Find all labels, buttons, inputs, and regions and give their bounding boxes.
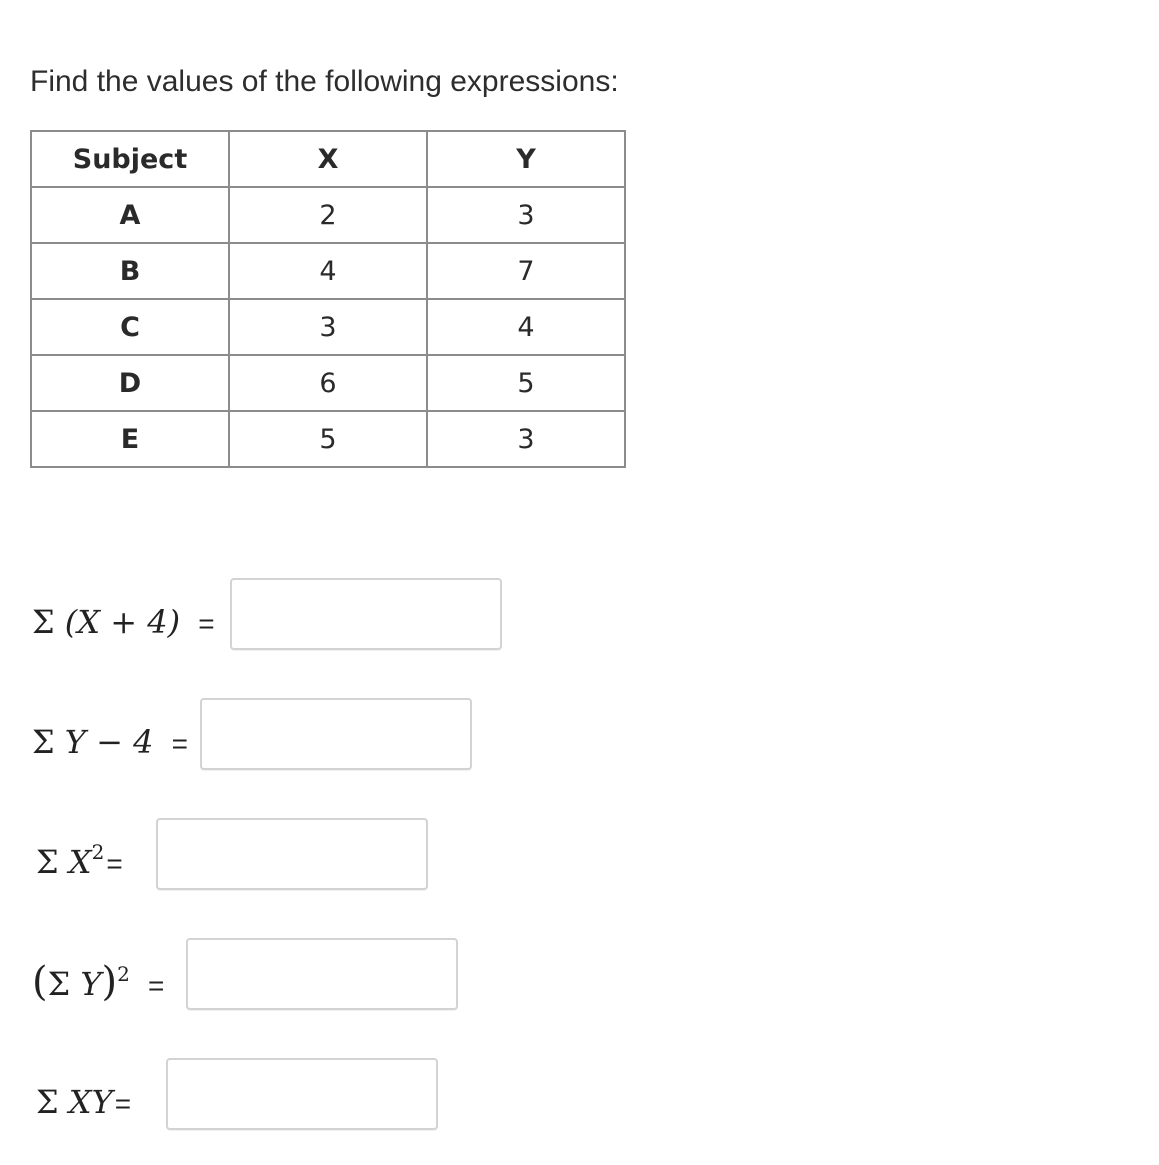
cell-x: 5 — [229, 411, 427, 467]
cell-subject: D — [31, 355, 229, 411]
table-row — [31, 355, 625, 411]
data-table — [30, 130, 626, 468]
cell-y: 3 — [427, 411, 625, 467]
cell-x: 4 — [229, 243, 427, 299]
close-paren: ) — [101, 959, 118, 1005]
expression-sum-y-minus-4 — [32, 722, 188, 764]
equals-sign: = — [114, 1088, 132, 1119]
expression-body: X — [68, 843, 92, 881]
sigma-symbol: Σ — [47, 965, 71, 1003]
table-header-row — [31, 131, 625, 187]
equals-sign: = — [148, 970, 165, 1001]
answer-input-sum-x-squared[interactable] — [156, 818, 428, 890]
exponent: 2 — [91, 840, 105, 864]
cell-x: 3 — [229, 299, 427, 355]
cell-subject: B — [31, 243, 229, 299]
open-paren: ( — [32, 959, 48, 1005]
cell-y: 7 — [427, 243, 625, 299]
header-subject: Subject — [31, 131, 229, 187]
expression-body: Y — [80, 965, 102, 1003]
answer-input-sum-y-minus-4[interactable] — [200, 698, 472, 770]
cell-subject: C — [31, 299, 229, 355]
table-row — [31, 187, 625, 243]
expression-sum-x-plus-4 — [32, 602, 215, 644]
cell-x: 6 — [229, 355, 427, 411]
question-prompt: Find the values of the following expressions: — [30, 65, 619, 98]
answer-input-sum-y-squared[interactable] — [186, 938, 458, 1010]
sigma-symbol: Σ — [36, 1083, 59, 1121]
answer-input-sum-x-plus-4[interactable] — [230, 578, 502, 650]
cell-subject: E — [31, 411, 229, 467]
table-row — [31, 243, 625, 299]
cell-subject: A — [31, 187, 229, 243]
header-y: Y — [427, 131, 625, 187]
equals-sign: = — [106, 848, 123, 879]
sigma-symbol: Σ — [32, 723, 55, 761]
exponent: 2 — [117, 962, 130, 986]
cell-x: 2 — [229, 187, 427, 243]
cell-y: 3 — [427, 187, 625, 243]
table-row — [31, 299, 625, 355]
answer-input-sum-xy[interactable] — [166, 1058, 438, 1130]
cell-y: 4 — [427, 299, 625, 355]
table-row — [31, 411, 625, 467]
expression-body: XY — [68, 1083, 113, 1121]
sigma-symbol: Σ — [36, 843, 59, 881]
cell-y: 5 — [427, 355, 625, 411]
expression-sum-y-squared — [32, 959, 165, 1006]
expression-sum-x-squared — [36, 842, 123, 884]
header-x: X — [229, 131, 427, 187]
equals-sign: = — [198, 608, 215, 639]
expression-body: (X + 4) — [64, 603, 181, 641]
sigma-symbol: Σ — [32, 603, 55, 641]
expression-sum-xy — [36, 1082, 131, 1124]
expression-body: Y − 4 — [64, 723, 154, 761]
equals-sign: = — [171, 728, 188, 759]
